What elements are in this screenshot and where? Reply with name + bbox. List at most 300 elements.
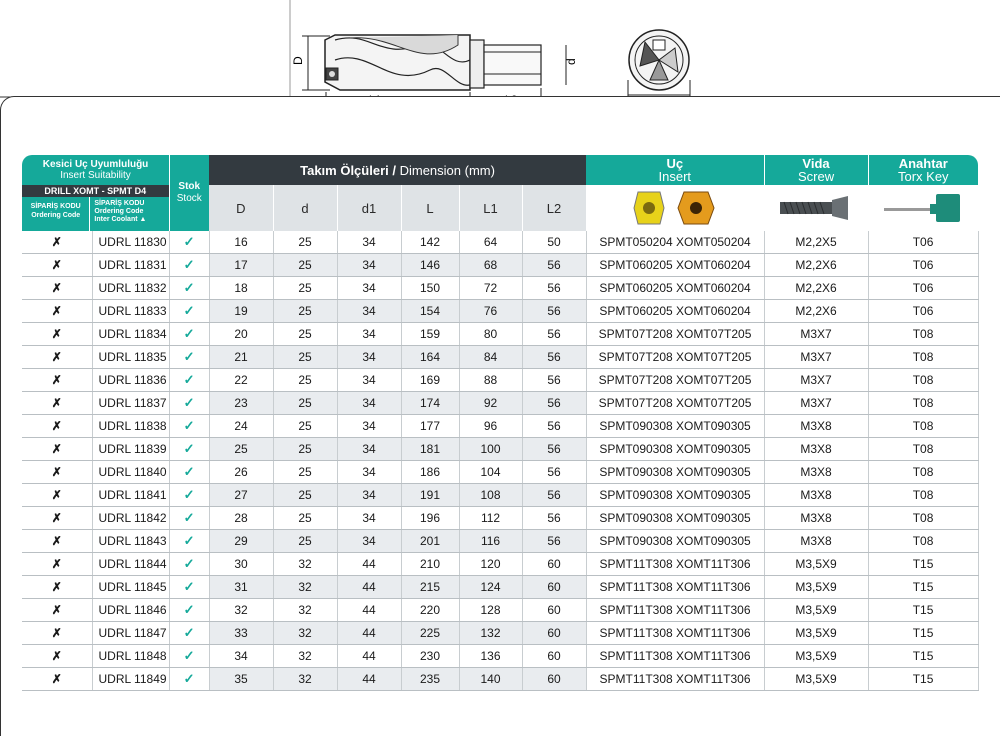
table-row: [22, 346, 978, 369]
row-screw: M3X8: [764, 530, 868, 553]
row-d: 25: [273, 415, 337, 438]
row-coolant-mark: ✗: [22, 392, 92, 415]
row-screw: M3X8: [764, 484, 868, 507]
insert-suitability-tr: Kesici Uç Uyumluluğu: [42, 159, 149, 170]
row-key: T15: [868, 668, 978, 691]
row-L1: 132: [459, 622, 522, 645]
row-key: T15: [868, 576, 978, 599]
table-row: [22, 254, 978, 277]
row-key: T06: [868, 254, 978, 277]
row-L: 225: [401, 622, 459, 645]
row-key: T08: [868, 323, 978, 346]
row-stock-check: ✓: [169, 645, 209, 668]
dim-label-d: d: [564, 58, 578, 65]
row-key: T08: [868, 415, 978, 438]
row-order-code: UDRL 11837: [92, 392, 169, 415]
row-insert: SPMT060205 XOMT060204: [586, 277, 764, 300]
insert-header-en: Insert: [658, 169, 692, 184]
row-insert: SPMT090308 XOMT090305: [586, 461, 764, 484]
row-stock-check: ✓: [169, 530, 209, 553]
row-d1: 34: [337, 415, 401, 438]
row-L1: 68: [459, 254, 522, 277]
row-d: 32: [273, 645, 337, 668]
table-row: [22, 668, 978, 691]
row-stock-check: ✓: [169, 576, 209, 599]
row-order-code: UDRL 11833: [92, 300, 169, 323]
row-coolant-mark: ✗: [22, 323, 92, 346]
row-order-code: UDRL 11846: [92, 599, 169, 622]
row-L: 235: [401, 668, 459, 691]
dimension-header: [209, 155, 586, 185]
row-L1: 72: [459, 277, 522, 300]
row-stock-check: ✓: [169, 438, 209, 461]
table-body: [22, 231, 978, 691]
row-order-code: UDRL 11840: [92, 461, 169, 484]
row-L: 181: [401, 438, 459, 461]
row-D: 25: [209, 438, 273, 461]
row-d1: 34: [337, 484, 401, 507]
row-screw: M3X8: [764, 415, 868, 438]
row-stock-check: ✓: [169, 668, 209, 691]
row-D: 26: [209, 461, 273, 484]
row-key: T08: [868, 346, 978, 369]
row-d: 25: [273, 300, 337, 323]
row-L2: 60: [522, 645, 586, 668]
table-row: [22, 231, 978, 254]
row-screw: M2,2X6: [764, 300, 868, 323]
row-L2: 56: [522, 346, 586, 369]
row-L2: 56: [522, 369, 586, 392]
row-L1: 124: [459, 576, 522, 599]
row-D: 34: [209, 645, 273, 668]
row-key: T15: [868, 553, 978, 576]
row-screw: M3X8: [764, 438, 868, 461]
row-d1: 34: [337, 369, 401, 392]
row-D: 24: [209, 415, 273, 438]
row-stock-check: ✓: [169, 415, 209, 438]
product-table: [22, 155, 979, 691]
row-d1: 34: [337, 461, 401, 484]
row-d: 25: [273, 530, 337, 553]
dim-col-L: L: [401, 185, 459, 231]
row-L: 159: [401, 323, 459, 346]
row-D: 22: [209, 369, 273, 392]
order-code-col-1: [22, 197, 90, 231]
row-coolant-mark: ✗: [22, 507, 92, 530]
dim-col-d1: d1: [337, 185, 401, 231]
row-d1: 44: [337, 599, 401, 622]
row-insert: SPMT090308 XOMT090305: [586, 530, 764, 553]
table-row: [22, 645, 978, 668]
row-screw: M3,5X9: [764, 645, 868, 668]
row-order-code: UDRL 11847: [92, 622, 169, 645]
row-L: 210: [401, 553, 459, 576]
row-d1: 34: [337, 507, 401, 530]
row-L1: 88: [459, 369, 522, 392]
row-L2: 56: [522, 530, 586, 553]
order-code-tr-1: SİPARİŞ KODU: [30, 203, 81, 210]
table-row: [22, 392, 978, 415]
row-L1: 112: [459, 507, 522, 530]
row-order-code: UDRL 11841: [92, 484, 169, 507]
order-code-coolant: Inter Coolant ▲: [94, 216, 147, 223]
row-D: 19: [209, 300, 273, 323]
row-L: 230: [401, 645, 459, 668]
row-L2: 56: [522, 438, 586, 461]
key-header: [868, 155, 978, 185]
row-order-code: UDRL 11845: [92, 576, 169, 599]
dim-col-D: D: [209, 185, 273, 231]
row-L2: 56: [522, 323, 586, 346]
table-row: [22, 369, 978, 392]
row-L: 191: [401, 484, 459, 507]
row-L1: 108: [459, 484, 522, 507]
row-coolant-mark: ✗: [22, 530, 92, 553]
row-coolant-mark: ✗: [22, 438, 92, 461]
insert-header-tr: Uç: [666, 156, 684, 171]
row-d1: 44: [337, 668, 401, 691]
insert-suitability-header: [22, 155, 169, 185]
row-L1: 140: [459, 668, 522, 691]
row-order-code: UDRL 11848: [92, 645, 169, 668]
row-d: 32: [273, 576, 337, 599]
row-d1: 44: [337, 645, 401, 668]
row-coolant-mark: ✗: [22, 576, 92, 599]
row-L1: 76: [459, 300, 522, 323]
row-coolant-mark: ✗: [22, 254, 92, 277]
order-code-en-2: Ordering Code: [94, 208, 144, 215]
dimension-header-tr: Takım Ölçüleri /: [300, 162, 396, 178]
table-row: [22, 553, 978, 576]
row-order-code: UDRL 11834: [92, 323, 169, 346]
row-d: 32: [273, 622, 337, 645]
row-screw: M3,5X9: [764, 622, 868, 645]
dim-col-d: d: [273, 185, 337, 231]
row-L1: 92: [459, 392, 522, 415]
row-order-code: UDRL 11842: [92, 507, 169, 530]
row-coolant-mark: ✗: [22, 369, 92, 392]
row-d: 32: [273, 599, 337, 622]
table-row: [22, 507, 978, 530]
row-L1: 80: [459, 323, 522, 346]
row-D: 32: [209, 599, 273, 622]
row-D: 18: [209, 277, 273, 300]
row-L2: 56: [522, 415, 586, 438]
row-insert: SPMT11T308 XOMT11T306: [586, 668, 764, 691]
row-L: 201: [401, 530, 459, 553]
row-d1: 34: [337, 323, 401, 346]
row-insert: SPMT090308 XOMT090305: [586, 484, 764, 507]
row-insert: SPMT07T208 XOMT07T205: [586, 346, 764, 369]
row-stock-check: ✓: [169, 300, 209, 323]
row-key: T06: [868, 231, 978, 254]
row-L: 196: [401, 507, 459, 530]
row-d: 32: [273, 553, 337, 576]
row-d1: 44: [337, 553, 401, 576]
dim-col-L2: L2: [522, 185, 586, 231]
row-d: 25: [273, 392, 337, 415]
drill-side-view: [325, 35, 541, 90]
row-L: 154: [401, 300, 459, 323]
row-d: 25: [273, 254, 337, 277]
dim-label-D: D: [291, 56, 305, 65]
order-code-tr-2: SİPARİŞ KODU: [94, 200, 145, 207]
insert-thumbnails-icon: [586, 185, 764, 231]
row-order-code: UDRL 11836: [92, 369, 169, 392]
row-d: 25: [273, 438, 337, 461]
row-L: 174: [401, 392, 459, 415]
row-d1: 44: [337, 622, 401, 645]
order-code-headers: [22, 185, 169, 231]
row-order-code: UDRL 11830: [92, 231, 169, 254]
row-insert: SPMT060205 XOMT060204: [586, 254, 764, 277]
row-order-code: UDRL 11831: [92, 254, 169, 277]
row-d1: 34: [337, 254, 401, 277]
row-D: 29: [209, 530, 273, 553]
row-D: 16: [209, 231, 273, 254]
row-order-code: UDRL 11832: [92, 277, 169, 300]
row-d1: 34: [337, 346, 401, 369]
header-row-top: [22, 155, 978, 185]
row-L2: 50: [522, 231, 586, 254]
product-table-wrap: [22, 155, 978, 686]
row-L2: 56: [522, 277, 586, 300]
table-row: [22, 622, 978, 645]
row-stock-check: ✓: [169, 599, 209, 622]
row-order-code: UDRL 11839: [92, 438, 169, 461]
row-insert: SPMT11T308 XOMT11T306: [586, 645, 764, 668]
row-L: 215: [401, 576, 459, 599]
header-row-dims: [22, 185, 978, 231]
screw-icon: [764, 185, 868, 231]
table-row: [22, 277, 978, 300]
row-coolant-mark: ✗: [22, 461, 92, 484]
row-D: 35: [209, 668, 273, 691]
row-stock-check: ✓: [169, 369, 209, 392]
row-key: T15: [868, 599, 978, 622]
row-L: 177: [401, 415, 459, 438]
row-L2: 56: [522, 392, 586, 415]
row-D: 20: [209, 323, 273, 346]
row-d: 25: [273, 507, 337, 530]
row-stock-check: ✓: [169, 507, 209, 530]
row-screw: M2,2X6: [764, 254, 868, 277]
row-stock-check: ✓: [169, 254, 209, 277]
row-screw: M3X7: [764, 346, 868, 369]
row-L1: 84: [459, 346, 522, 369]
row-D: 28: [209, 507, 273, 530]
row-L2: 56: [522, 507, 586, 530]
row-d: 25: [273, 231, 337, 254]
row-insert: SPMT11T308 XOMT11T306: [586, 622, 764, 645]
table-row: [22, 323, 978, 346]
row-key: T08: [868, 392, 978, 415]
row-key: T06: [868, 300, 978, 323]
row-L2: 56: [522, 484, 586, 507]
table-row: [22, 415, 978, 438]
row-stock-check: ✓: [169, 392, 209, 415]
row-insert: SPMT11T308 XOMT11T306: [586, 599, 764, 622]
row-screw: M3,5X9: [764, 599, 868, 622]
row-key: T15: [868, 622, 978, 645]
row-d: 25: [273, 277, 337, 300]
table-row: [22, 438, 978, 461]
row-insert: SPMT090308 XOMT090305: [586, 415, 764, 438]
row-stock-check: ✓: [169, 231, 209, 254]
row-key: T08: [868, 461, 978, 484]
row-L: 169: [401, 369, 459, 392]
row-key: T08: [868, 484, 978, 507]
row-key: T15: [868, 645, 978, 668]
row-d: 32: [273, 668, 337, 691]
row-coolant-mark: ✗: [22, 415, 92, 438]
row-L1: 120: [459, 553, 522, 576]
row-D: 31: [209, 576, 273, 599]
row-insert: SPMT11T308 XOMT11T306: [586, 553, 764, 576]
order-code-col-2: [90, 197, 168, 231]
row-coolant-mark: ✗: [22, 553, 92, 576]
torx-key-icon: [868, 185, 978, 231]
table-row: [22, 599, 978, 622]
row-d: 25: [273, 461, 337, 484]
table-row: [22, 576, 978, 599]
dim-col-L1: L1: [459, 185, 522, 231]
row-insert: SPMT090308 XOMT090305: [586, 507, 764, 530]
row-coolant-mark: ✗: [22, 484, 92, 507]
row-insert: SPMT090308 XOMT090305: [586, 438, 764, 461]
row-L: 164: [401, 346, 459, 369]
row-stock-check: ✓: [169, 461, 209, 484]
row-L: 142: [401, 231, 459, 254]
insert-suitability-en: Insert Suitability: [60, 170, 131, 181]
row-stock-check: ✓: [169, 622, 209, 645]
screw-header-en: Screw: [797, 169, 835, 184]
row-d: 25: [273, 346, 337, 369]
row-L1: 136: [459, 645, 522, 668]
row-key: T08: [868, 438, 978, 461]
row-order-code: UDRL 11838: [92, 415, 169, 438]
stock-header-tr: Stok: [178, 181, 201, 192]
row-order-code: UDRL 11835: [92, 346, 169, 369]
dimension-header-en: Dimension (mm): [399, 162, 495, 178]
row-L1: 116: [459, 530, 522, 553]
row-coolant-mark: ✗: [22, 346, 92, 369]
coolant-drop-icon: ▲: [139, 216, 147, 223]
table-row: [22, 461, 978, 484]
row-screw: M3,5X9: [764, 668, 868, 691]
row-screw: M3X8: [764, 507, 868, 530]
row-coolant-mark: ✗: [22, 622, 92, 645]
row-stock-check: ✓: [169, 553, 209, 576]
row-key: T08: [868, 530, 978, 553]
row-D: 17: [209, 254, 273, 277]
table-row: [22, 484, 978, 507]
row-L2: 56: [522, 254, 586, 277]
key-header-tr: Anahtar: [898, 156, 948, 171]
row-stock-check: ✓: [169, 484, 209, 507]
row-L2: 60: [522, 599, 586, 622]
row-D: 21: [209, 346, 273, 369]
row-screw: M3,5X9: [764, 576, 868, 599]
table-row: [22, 300, 978, 323]
row-d1: 34: [337, 392, 401, 415]
row-screw: M3,5X9: [764, 553, 868, 576]
row-L2: 60: [522, 668, 586, 691]
stock-header-en: Stock: [176, 193, 202, 204]
row-d1: 34: [337, 300, 401, 323]
row-D: 23: [209, 392, 273, 415]
row-insert: SPMT07T208 XOMT07T205: [586, 323, 764, 346]
row-screw: M3X7: [764, 392, 868, 415]
row-d1: 34: [337, 438, 401, 461]
row-insert: SPMT07T208 XOMT07T205: [586, 392, 764, 415]
row-d: 25: [273, 484, 337, 507]
row-order-code: UDRL 11843: [92, 530, 169, 553]
row-L1: 96: [459, 415, 522, 438]
row-screw: M3X8: [764, 461, 868, 484]
row-stock-check: ✓: [169, 346, 209, 369]
row-screw: M3X7: [764, 369, 868, 392]
row-insert: SPMT050204 XOMT050204: [586, 231, 764, 254]
insert-header: [586, 155, 764, 185]
screw-header-tr: Vida: [802, 156, 830, 171]
row-order-code: UDRL 11849: [92, 668, 169, 691]
row-L1: 104: [459, 461, 522, 484]
row-stock-check: ✓: [169, 323, 209, 346]
row-L: 186: [401, 461, 459, 484]
row-d1: 34: [337, 231, 401, 254]
row-L2: 56: [522, 461, 586, 484]
drill-end-view: [629, 30, 689, 90]
row-coolant-mark: ✗: [22, 231, 92, 254]
row-D: 27: [209, 484, 273, 507]
row-L: 220: [401, 599, 459, 622]
row-d: 25: [273, 369, 337, 392]
row-key: T08: [868, 507, 978, 530]
row-screw: M2,2X5: [764, 231, 868, 254]
row-d1: 44: [337, 576, 401, 599]
row-coolant-mark: ✗: [22, 300, 92, 323]
row-L: 150: [401, 277, 459, 300]
table-row: [22, 530, 978, 553]
row-L1: 64: [459, 231, 522, 254]
row-coolant-mark: ✗: [22, 599, 92, 622]
screw-header: [764, 155, 868, 185]
row-coolant-mark: ✗: [22, 645, 92, 668]
row-L: 146: [401, 254, 459, 277]
row-insert: SPMT060205 XOMT060204: [586, 300, 764, 323]
row-L2: 60: [522, 576, 586, 599]
row-insert: SPMT11T308 XOMT11T306: [586, 576, 764, 599]
row-d: 25: [273, 323, 337, 346]
row-L2: 60: [522, 553, 586, 576]
row-L2: 56: [522, 300, 586, 323]
row-insert: SPMT07T208 XOMT07T205: [586, 369, 764, 392]
row-coolant-mark: ✗: [22, 277, 92, 300]
row-stock-check: ✓: [169, 277, 209, 300]
row-L2: 60: [522, 622, 586, 645]
row-coolant-mark: ✗: [22, 668, 92, 691]
drill-type-label: DRILL XOMT - SPMT D4: [22, 185, 169, 197]
stock-header: [169, 155, 209, 231]
order-code-en-1: Ordering Code: [31, 212, 81, 219]
row-L1: 128: [459, 599, 522, 622]
row-screw: M3X7: [764, 323, 868, 346]
row-order-code: UDRL 11844: [92, 553, 169, 576]
row-key: T08: [868, 369, 978, 392]
row-key: T06: [868, 277, 978, 300]
row-screw: M2,2X6: [764, 277, 868, 300]
